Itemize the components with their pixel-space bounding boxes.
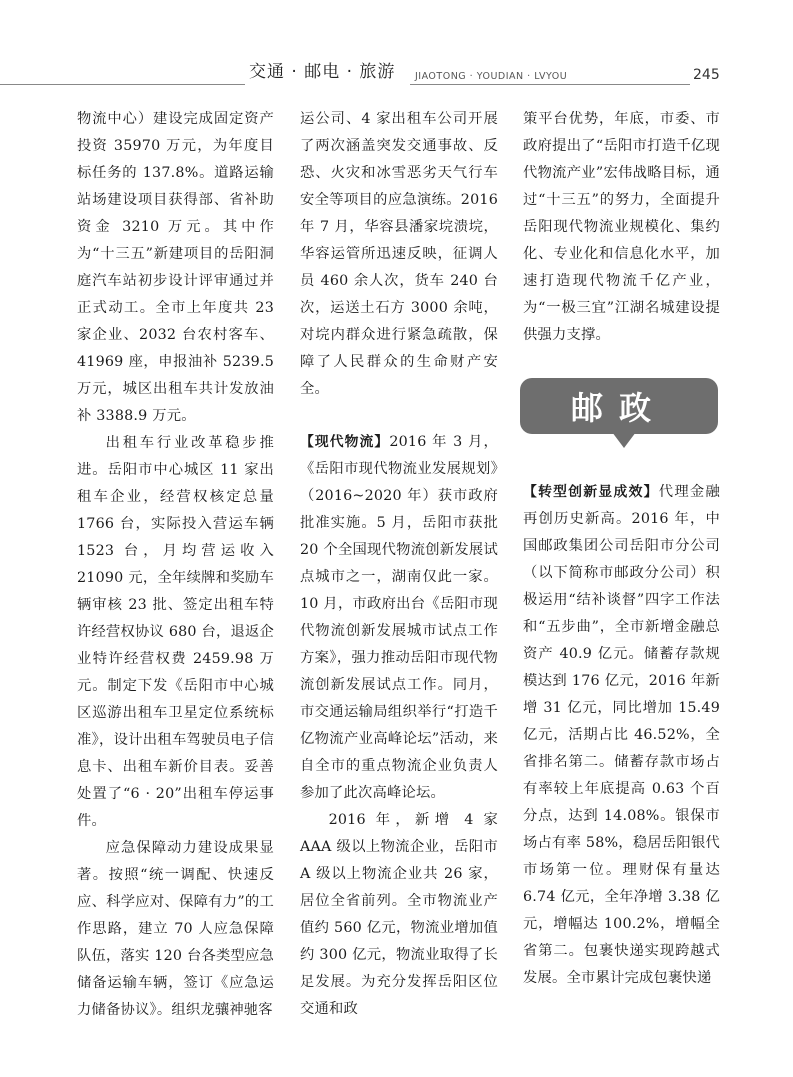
paragraph: 应急保障动力建设成果显著。按照“统一调配、快速反应、科学应对、保障有力”的工作思路，建立 70 人应急保障队伍，落实 120 台各类型应急储备运输车辆，签订《应急运力储备协议》。组织龙骧神驰客 [77,840,274,1018]
section-subtitle: JIAOTONG · YOUDIAN · LVYOU [415,71,568,82]
paragraph: 出租车行业改革稳步推进。岳阳市中心城区 11 家出租车企业，经营权核定总量 1766 台，实际投入营运车辆 1523 台，月均营运收入 21090 元，全年续牌和奖励车辆审核 23 批、签定出租车特许经营权协议 680 台，退返企业特许经营权费 2459.98 万元。制定下发《岳阳市中心城区巡游出租车卫星定位系统标准》，设计出租车驾驶员电子信息卡、出租车新价目表。妥善处置了“6 · 20”出租车停运事件。 [77,435,274,829]
column-2 [300,106,498,1023]
page-header [0,0,793,95]
paragraph-text: 代理金融再创历史新高。2016 年，中国邮政集团公司岳阳市分公司（以下简称市邮政分公司）积极运用“结补谈督”四字工作法和“五步曲”，全市新增金融总资产 40.9 亿元。储蓄存款规模达到 176 亿元，2016 年新增 31 亿元，同比增加 15.49 亿元，活期占比 46.52%，全省排名第二。储蓄存款市场占有率较上年底提高 0.63 个百分点，达到 14.08%。银保市场占有率 58%，稳居岳阳银代市场第一位。理财保有量达 6.74 亿元，全年净增 3.38 亿元，增幅达 100.2%，增幅全省第二。包裹快递实现跨越式发展。全市累计完成包裹快递 [523,484,720,986]
bubble-box [520,378,718,434]
paragraph: 物流中心）建设完成固定资产投资 35970 万元，为年度目标任务的 137.8%。道路运输站场建设项目获得部、省补助资金 3210 万元。其中作为“十三五”新建项目的岳阳洞庭汽车站初步设计评审通过并正式动工。全市上年度共 23 家企业、2032 台农村客车、41969 座，申报油补 5239.5 万元，城区出租车共计发放油补 3388.9 万元。 [77,111,274,424]
paragraph-modern-logistics [300,429,498,807]
paragraph-text: 2016 年 3 月，《岳阳市现代物流业发展规划》（2016~2020 年）获市政府批准实施。5 月，岳阳市获批 20 个全国现代物流创新发展试点城市之一，湖南仅此一家。10 月，市政府出台《岳阳市现代物流创新发展城市试点工作方案》，强力推动岳阳市现代物流创新发展试点工作。同月，市交通运输局组织举行“打造千亿物流产业高峰论坛”活动，来自全市的重点物流企业负责人参加了此次高峰论坛。 [300,434,498,801]
section-bubble [520,378,720,454]
paragraph: 策平台优势，年底，市委、市政府提出了“岳阳市打造千亿现代物流产业”宏伟战略目标，通过“十三五”的努力，全面提升岳阳现代物流业规模化、集约化、专业化和信息化水平，加速打造现代物流千亿产业，为“一极三宜”江湖名城建设提供强力支撑。 [523,111,720,343]
section-title: 交通 · 邮电 · 旅游 [249,62,396,82]
bubble-label: 邮政 [570,389,667,427]
header-rule-right [410,84,690,85]
page-number: 245 [693,67,720,83]
paragraph: 2016 年，新增 4 家 AAA 级以上物流企业，岳阳市 A 级以上物流企业共 26 家，居位全省前列。全市物流业产值约 560 亿元，物流业增加值约 300 亿元，物流业取得了长足发展。为充分发挥岳阳区位交通和政 [300,812,498,1017]
column-1 [77,106,274,1024]
section-heading: 【转型创新显成效】 [523,484,659,500]
header-rule-left [0,84,245,85]
paragraph: 运公司、4 家出租车公司开展了两次涵盖突发交通事故、反恐、火灾和冰雪恶劣天气行车安全等项目的应急演练。2016 年 7 月，华容县潘家垸溃垸，华容运管所迅速反映，征调人员 460 余人次，货车 240 台次，运送土石方 3000 余吨，对垸内群众进行紧急疏散，保障了人民群众的生命财产安全。 [300,111,498,397]
bubble-tail [612,432,636,448]
paragraph-transformation [523,479,720,992]
section-heading: 【现代物流】 [300,434,390,450]
column-3 [523,106,720,992]
